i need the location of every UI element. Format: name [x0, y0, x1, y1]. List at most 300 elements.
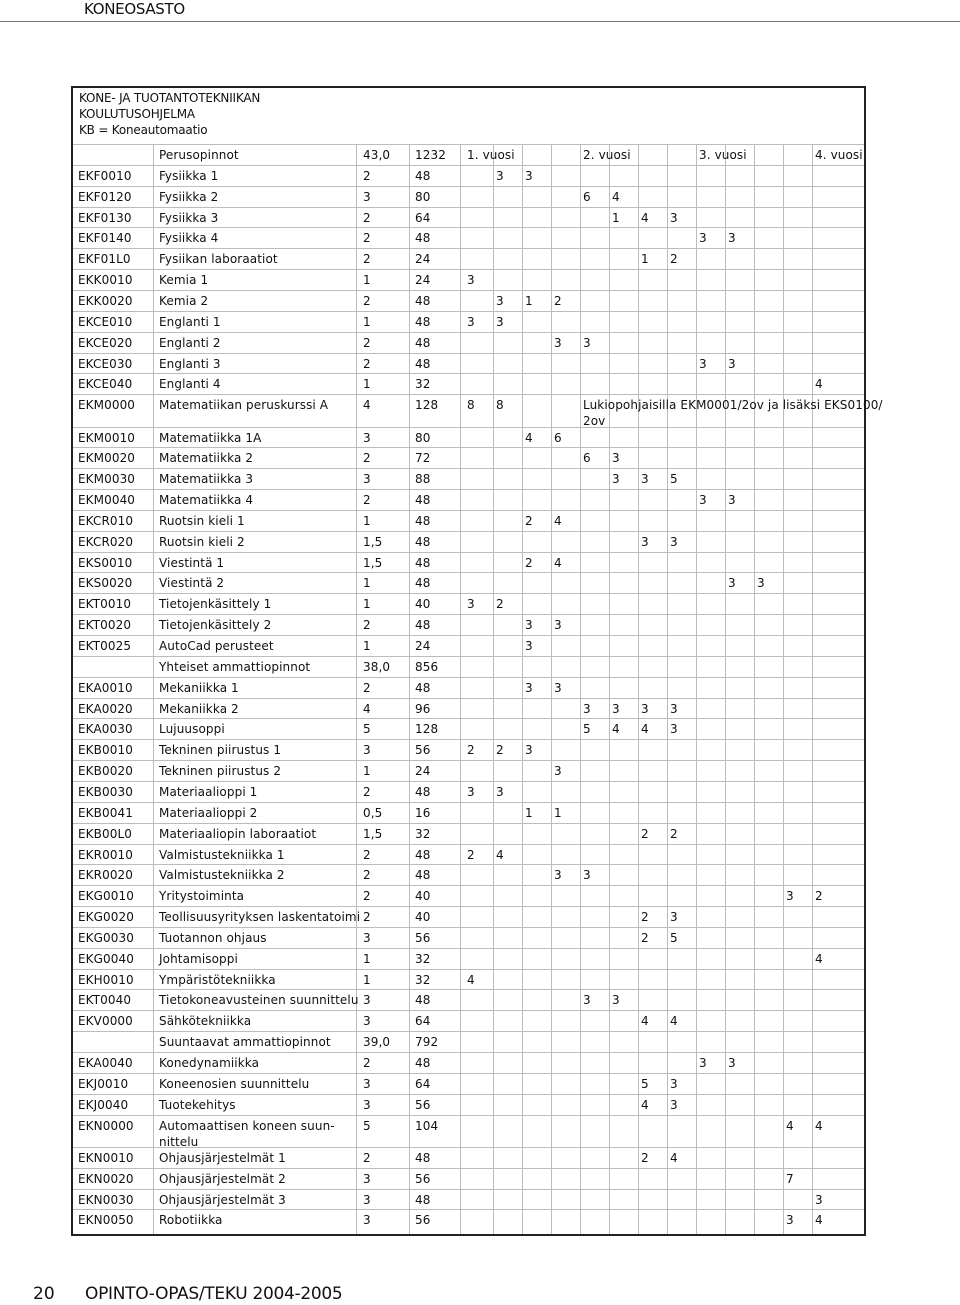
credits: 2 [363, 618, 371, 633]
period-value: 3 [583, 335, 591, 350]
course-name: Viestintä 1 [159, 555, 225, 570]
course-name: Matematiikka 1A [159, 430, 262, 445]
course-code: EKN0030 [78, 1192, 134, 1207]
course-name: Fysiikka 1 [159, 168, 219, 183]
period-value: 5 [641, 1076, 649, 1091]
period-value: 3 [670, 722, 678, 737]
hours: 80 [415, 189, 431, 204]
course-name: Johtamisoppi [159, 951, 238, 966]
course-code: EKN0020 [78, 1171, 134, 1186]
hours: 56 [415, 930, 431, 945]
period-value: 4 [641, 1014, 649, 1029]
hours: 48 [415, 868, 431, 883]
period-value: 3 [815, 1192, 823, 1207]
course-name: Viestintä 2 [159, 576, 225, 591]
hours: 64 [415, 1014, 431, 1029]
hours: 56 [415, 1213, 431, 1228]
course-name: Fysiikan laboraatiot [159, 252, 278, 267]
row-divider [73, 969, 864, 970]
course-row [73, 397, 883, 429]
period-value: 3 [554, 335, 562, 350]
hours: 56 [415, 743, 431, 758]
row-divider [73, 844, 864, 845]
course-row [73, 1150, 864, 1168]
period-value: 4 [467, 972, 475, 987]
row-divider [73, 290, 864, 291]
row-divider [73, 227, 864, 228]
course-name: Teollisuusyrityksen laskentatoimi [159, 910, 361, 925]
credits: 2 [363, 1056, 371, 1071]
period-value: 1 [525, 805, 533, 820]
period-value: 4 [670, 1150, 678, 1165]
course-name: Valmistustekniikka 2 [159, 868, 285, 883]
period-value: 6 [583, 451, 591, 466]
course-name-cont: nittelu [159, 1134, 199, 1149]
period-value: 3 [583, 993, 591, 1008]
hours: 48 [415, 1192, 431, 1207]
period-value: 1 [612, 210, 620, 225]
course-row [73, 972, 864, 990]
period-value: 3 [670, 910, 678, 925]
credits: 3 [363, 1014, 371, 1029]
period-value: 3. vuosi [699, 148, 747, 162]
course-name: AutoCad perusteet [159, 639, 274, 654]
period-value: 3 [554, 764, 562, 779]
hours: 48 [415, 618, 431, 633]
hours: 32 [415, 951, 431, 966]
hours: 48 [415, 493, 431, 508]
course-code: EKCE040 [78, 377, 133, 392]
course-name: Kemia 2 [159, 293, 209, 308]
period-value: 3 [670, 534, 678, 549]
hours: 48 [415, 293, 431, 308]
row-divider [73, 1209, 864, 1210]
credits: 1 [363, 764, 371, 779]
period-value: 3 [467, 597, 475, 612]
row-divider [73, 1189, 864, 1190]
row-divider [73, 1094, 864, 1095]
row-divider [73, 739, 864, 740]
course-row [73, 763, 864, 781]
period-value: 3 [496, 784, 504, 799]
row-divider [73, 781, 864, 782]
period-value: 2 [467, 847, 475, 862]
course-row [73, 784, 864, 802]
period-value: 3 [670, 701, 678, 716]
period-value: 3 [728, 1056, 736, 1071]
credits: 3 [363, 189, 371, 204]
course-name: Koneenosien suunnittelu [159, 1076, 310, 1091]
credits: 1,5 [363, 534, 383, 549]
course-code: EKK0010 [78, 273, 133, 288]
period-value: 3 [728, 493, 736, 508]
section-row [73, 147, 864, 165]
course-name: Tekninen piirustus 2 [159, 764, 282, 779]
credits: 2 [363, 847, 371, 862]
period-value: 2 [670, 252, 678, 267]
course-row [73, 450, 864, 468]
credits: 4 [363, 398, 371, 413]
program-title [79, 90, 260, 138]
course-name: Englanti 3 [159, 356, 221, 371]
row-divider [73, 927, 864, 928]
page-number: 20 [33, 1284, 55, 1304]
period-value: 2 [641, 826, 649, 841]
row-divider [73, 468, 864, 469]
period-value: 3 [525, 639, 533, 654]
credits: 2 [363, 451, 371, 466]
row-divider [73, 593, 864, 594]
course-name: Fysiikka 2 [159, 189, 219, 204]
hours: 48 [415, 231, 431, 246]
row-divider [73, 248, 864, 249]
course-code: EKR0010 [78, 847, 134, 862]
course-code: EKM0030 [78, 472, 136, 487]
credits: 2 [363, 210, 371, 225]
hours: 48 [415, 168, 431, 183]
course-name: Ohjausjärjestelmät 3 [159, 1192, 286, 1207]
period-value: 3 [728, 356, 736, 371]
credits: 2 [363, 680, 371, 695]
credits: 5 [363, 722, 371, 737]
course-name: Englanti 1 [159, 314, 221, 329]
period-value: 3 [728, 576, 736, 591]
course-name: Ohjausjärjestelmät 2 [159, 1171, 286, 1186]
course-name: Tuotekehitys [159, 1097, 236, 1112]
row-divider [73, 311, 864, 312]
course-code: EKM0020 [78, 451, 136, 466]
row-divider [73, 1115, 864, 1116]
row-divider [73, 718, 864, 719]
period-value: 1. vuosi [467, 148, 515, 162]
row-divider [73, 1073, 864, 1074]
period-value: 4 [612, 189, 620, 204]
hours: 40 [415, 597, 431, 612]
period-value: 2. vuosi [583, 148, 631, 162]
period-value: 3 [467, 314, 475, 329]
course-name: Suuntaavat ammattiopinnot [159, 1035, 331, 1050]
course-name: Matematiikka 4 [159, 493, 254, 508]
course-row [73, 230, 864, 248]
hours: 80 [415, 430, 431, 445]
course-code: EKCR010 [78, 513, 134, 528]
row-divider [73, 447, 864, 448]
credits: 1 [363, 273, 371, 288]
course-name: Tietojenkäsittely 1 [159, 597, 272, 612]
credits: 43,0 [363, 148, 391, 162]
credits: 2 [363, 910, 371, 925]
course-row [73, 189, 864, 207]
course-code: EKS0020 [78, 576, 133, 591]
hours: 128 [415, 398, 439, 413]
period-value: 3 [612, 451, 620, 466]
period-value: 3 [525, 168, 533, 183]
credits: 1 [363, 951, 371, 966]
period-value: 4 [525, 430, 533, 445]
row-divider [73, 165, 864, 166]
period-value: 2 [670, 826, 678, 841]
course-name: Fysiikka 3 [159, 210, 219, 225]
course-name: Materiaalioppi 1 [159, 784, 258, 799]
credits: 3 [363, 1097, 371, 1112]
hours: 64 [415, 210, 431, 225]
course-row [73, 376, 864, 394]
hours: 32 [415, 377, 431, 392]
course-code: EKF0130 [78, 210, 132, 225]
course-row [73, 867, 864, 885]
course-code: EKB0010 [78, 743, 133, 758]
row-note-cont: 2ov [583, 414, 606, 429]
course-name: Ruotsin kieli 1 [159, 513, 245, 528]
period-value: 4 [612, 722, 620, 737]
row-divider [73, 823, 864, 824]
course-code: EKH0010 [78, 972, 134, 987]
period-value: 3 [699, 356, 707, 371]
hours: 40 [415, 889, 431, 904]
credits: 2 [363, 356, 371, 371]
period-value: 2 [815, 889, 823, 904]
period-value: 4 [496, 847, 504, 862]
period-value: 3 [525, 743, 533, 758]
course-name: Materiaaliopin laboraatiot [159, 826, 317, 841]
credits: 3 [363, 1192, 371, 1207]
program-title-line3: KB = Koneautomaatio [79, 123, 208, 137]
course-code: EKCE030 [78, 356, 133, 371]
hours: 24 [415, 639, 431, 654]
course-row [73, 951, 864, 969]
period-value: 3 [612, 701, 620, 716]
course-name: Valmistustekniikka 1 [159, 847, 285, 862]
row-note: Lukiopohjaisilla EKM0001/2ov ja lisäksi EKS0100/ [583, 398, 883, 413]
course-row [73, 293, 864, 311]
period-value: 3 [554, 680, 562, 695]
credits: 1 [363, 513, 371, 528]
program-title-line1: KONE- JA TUOTANTOTEKNIIKAN [79, 91, 261, 105]
hours: 48 [415, 356, 431, 371]
course-name: Tekninen piirustus 1 [159, 743, 282, 758]
course-name: Fysiikka 4 [159, 231, 219, 246]
period-value: 4 [641, 722, 649, 737]
course-name: Materiaalioppi 2 [159, 805, 258, 820]
credits: 5 [363, 1118, 371, 1133]
period-value: 3 [786, 889, 794, 904]
course-code: EKG0020 [78, 910, 134, 925]
course-row [73, 1076, 864, 1094]
hours: 48 [415, 534, 431, 549]
period-value: 3 [699, 231, 707, 246]
row-divider [73, 186, 864, 187]
course-name: Kemia 1 [159, 273, 209, 288]
credits: 3 [363, 430, 371, 445]
course-code: EKV0000 [78, 1014, 133, 1029]
hours: 16 [415, 805, 431, 820]
course-code: EKCR020 [78, 534, 134, 549]
period-value: 4 [641, 1097, 649, 1112]
row-divider [73, 677, 864, 678]
credits: 2 [363, 168, 371, 183]
hours: 48 [415, 513, 431, 528]
period-value: 8 [496, 398, 504, 413]
credits: 2 [363, 293, 371, 308]
credits: 3 [363, 930, 371, 945]
row-divider [73, 552, 864, 553]
credits: 1,5 [363, 555, 383, 570]
period-value: 4 [815, 1118, 823, 1133]
course-row [73, 909, 864, 927]
period-value: 3 [670, 1076, 678, 1091]
top-header-bar [0, 0, 960, 22]
course-code: EKB00L0 [78, 826, 132, 841]
course-row [73, 575, 864, 593]
course-name: Perusopinnot [159, 148, 239, 162]
row-divider [73, 269, 864, 270]
period-value: 3 [496, 293, 504, 308]
period-value: 3 [467, 784, 475, 799]
period-value: 3 [612, 993, 620, 1008]
period-value: 2 [554, 293, 562, 308]
period-value: 2 [525, 555, 533, 570]
row-divider [73, 760, 864, 761]
period-value: 4 [815, 951, 823, 966]
hours: 24 [415, 764, 431, 779]
course-name: Tietojenkäsittely 2 [159, 618, 272, 633]
row-divider [73, 885, 864, 886]
course-code: EKCE020 [78, 335, 133, 350]
course-code: EKK0020 [78, 293, 133, 308]
course-row [73, 430, 864, 448]
row-divider [73, 394, 864, 395]
course-code: EKF0120 [78, 189, 132, 204]
row-divider [73, 489, 864, 490]
course-code: EKS0010 [78, 555, 133, 570]
course-code: EKN0050 [78, 1213, 134, 1228]
row-divider [73, 1010, 864, 1011]
period-value: 3 [699, 1056, 707, 1071]
credits: 2 [363, 252, 371, 267]
credits: 3 [363, 993, 371, 1008]
course-code: EKF0010 [78, 168, 132, 183]
course-code: EKB0020 [78, 764, 133, 779]
course-code: EKM0010 [78, 430, 136, 445]
course-name: Matematiikan peruskurssi A [159, 398, 329, 413]
period-value: 4 [786, 1118, 794, 1133]
period-value: 6 [554, 430, 562, 445]
course-row [73, 1192, 864, 1210]
period-value: 3 [554, 868, 562, 883]
row-divider [73, 614, 864, 615]
guide-title: OPINTO-OPAS/TEKU 2004-2005 [85, 1284, 343, 1304]
period-value: 2 [525, 513, 533, 528]
period-value: 3 [554, 618, 562, 633]
course-name: Englanti 4 [159, 377, 221, 392]
credits: 2 [363, 889, 371, 904]
credits: 2 [363, 231, 371, 246]
course-name: Yritystoiminta [159, 889, 245, 904]
course-code: EKT0010 [78, 597, 132, 612]
row-divider [73, 144, 864, 145]
course-row [73, 617, 864, 635]
row-divider [73, 1147, 864, 1148]
row-divider [73, 989, 864, 990]
row-divider [73, 656, 864, 657]
course-row [73, 1055, 864, 1073]
section-label: KONEOSASTO [84, 0, 185, 18]
course-row [73, 992, 864, 1010]
row-divider [73, 906, 864, 907]
course-code: EKG0040 [78, 951, 134, 966]
period-value: 4 [554, 513, 562, 528]
period-value: 5 [670, 930, 678, 945]
course-row [73, 1212, 864, 1230]
course-name: Automaattisen koneen suun- [159, 1118, 335, 1133]
period-value: 7 [786, 1171, 794, 1186]
credits: 1 [363, 314, 371, 329]
period-value: 3 [583, 868, 591, 883]
course-name: Konedynamiikka [159, 1056, 260, 1071]
period-value: 5 [670, 472, 678, 487]
credits: 2 [363, 335, 371, 350]
credits: 38,0 [363, 659, 391, 674]
course-row [73, 335, 864, 353]
hours: 128 [415, 722, 439, 737]
course-row [73, 1118, 864, 1147]
period-value: 4. vuosi [815, 148, 863, 162]
period-value: 3 [641, 472, 649, 487]
hours: 72 [415, 451, 431, 466]
row-divider [73, 353, 864, 354]
row-divider [73, 698, 864, 699]
course-name: Sähkötekniikka [159, 1014, 252, 1029]
period-value: 2 [467, 743, 475, 758]
course-row [73, 1171, 864, 1189]
row-divider [73, 207, 864, 208]
course-name: Robotiikka [159, 1213, 223, 1228]
course-code: EKF0140 [78, 231, 132, 246]
course-code: EKT0040 [78, 993, 132, 1008]
period-value: 4 [641, 210, 649, 225]
course-code: EKA0040 [78, 1056, 133, 1071]
row-divider [73, 427, 864, 428]
course-name: Ympäristötekniikka [159, 972, 276, 987]
period-value: 8 [467, 398, 475, 413]
hours: 48 [415, 680, 431, 695]
program-title-line2: KOULUTUSOHJELMA [79, 107, 195, 121]
hours: 32 [415, 972, 431, 987]
credits: 2 [363, 493, 371, 508]
period-value: 3 [496, 168, 504, 183]
course-code: EKA0030 [78, 722, 133, 737]
course-row [73, 888, 864, 906]
hours: 24 [415, 252, 431, 267]
course-code: EKB0041 [78, 805, 133, 820]
row-divider [73, 510, 864, 511]
credits: 2 [363, 868, 371, 883]
course-code: EKT0020 [78, 618, 132, 633]
course-row [73, 596, 864, 614]
course-row [73, 930, 864, 948]
course-name: Matematiikka 2 [159, 451, 254, 466]
course-row [73, 513, 864, 531]
hours: 48 [415, 1056, 431, 1071]
period-value: 1 [525, 293, 533, 308]
course-code: EKA0010 [78, 680, 133, 695]
hours: 40 [415, 910, 431, 925]
course-name: Yhteiset ammattiopinnot [159, 659, 311, 674]
course-name: Tuotannon ohjaus [159, 930, 267, 945]
hours: 48 [415, 335, 431, 350]
course-row [73, 210, 864, 228]
row-divider [73, 1031, 864, 1032]
